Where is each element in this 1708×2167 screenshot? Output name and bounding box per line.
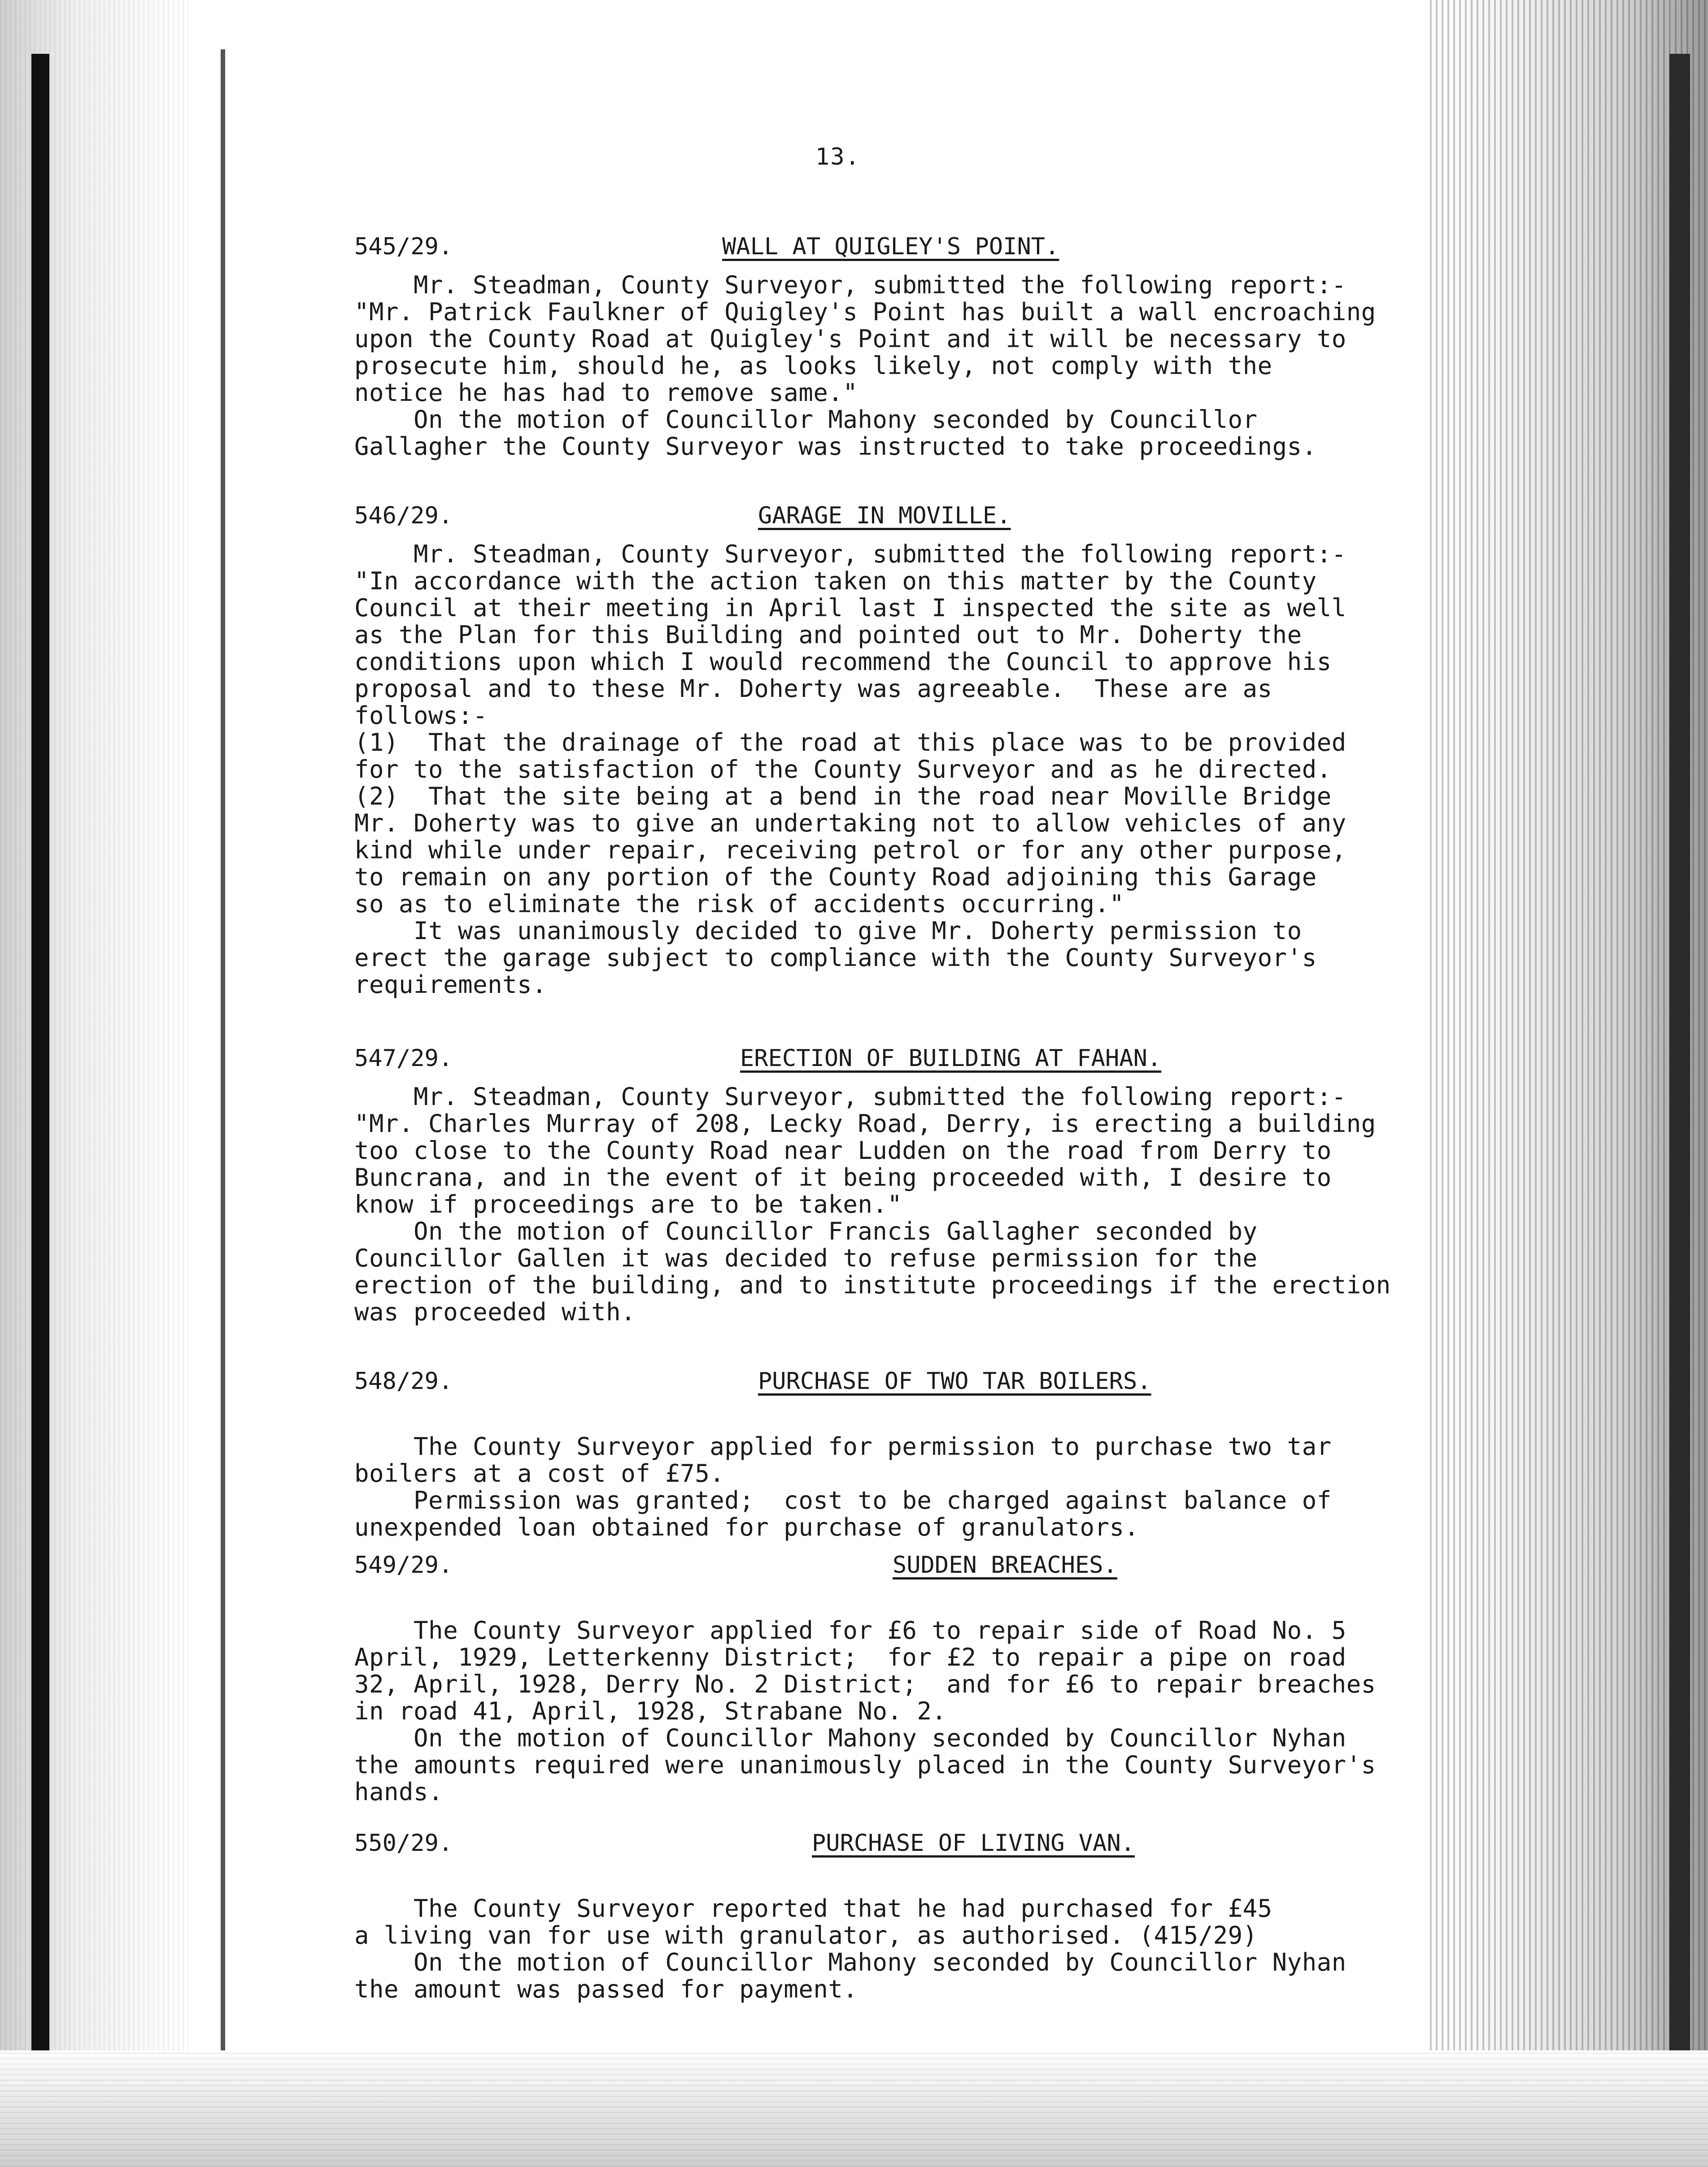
section-body bbox=[354, 1406, 1543, 1541]
section-header bbox=[354, 1368, 1543, 1406]
minute-number: 545/29. bbox=[354, 233, 453, 260]
section-body bbox=[354, 1590, 1543, 1806]
body-line: Mr. Steadman, County Surveyor, submitted the following report:- bbox=[354, 1083, 1346, 1111]
section-header bbox=[354, 1045, 1543, 1084]
page-number: 13. bbox=[815, 144, 860, 170]
body-line: The County Surveyor applied for £6 to repair side of Road No. 5 bbox=[354, 1616, 1346, 1645]
body-line: Buncrana, and in the event of it being proceeded with, I desire to bbox=[354, 1163, 1332, 1192]
body-line: Mr. Steadman, County Surveyor, submitted the following report:- bbox=[354, 271, 1346, 299]
body-line: for to the satisfaction of the County Surveyor and as he directed. bbox=[354, 755, 1332, 783]
section-title: SUDDEN BREACHES. bbox=[893, 1552, 1117, 1579]
page-edge-dark-strip bbox=[1669, 54, 1690, 2099]
section-header bbox=[354, 502, 1543, 541]
body-line: so as to eliminate the risk of accidents occurring." bbox=[354, 890, 1124, 918]
body-line: The County Surveyor applied for permission to purchase two tar bbox=[354, 1432, 1332, 1461]
body-line: requirements. bbox=[354, 970, 547, 999]
body-line: "Mr. Charles Murray of 208, Lecky Road, Derry, is erecting a building bbox=[354, 1110, 1376, 1138]
bottom-scan-shadow bbox=[0, 2050, 1708, 2167]
body-line: "In accordance with the action taken on this matter by the County bbox=[354, 567, 1317, 595]
body-line: to remain on any portion of the County Road adjoining this Garage bbox=[354, 863, 1317, 891]
body-line: On the motion of Councillor Mahony seconded by Councillor Nyhan bbox=[354, 1724, 1346, 1752]
body-line: as the Plan for this Building and pointed out to Mr. Doherty the bbox=[354, 621, 1302, 649]
body-line: On the motion of Councillor Francis Gallagher seconded by bbox=[354, 1217, 1258, 1245]
body-line: (1) That the drainage of the road at this place was to be provided bbox=[354, 728, 1346, 757]
body-line: The County Surveyor reported that he had purchased for £45 bbox=[354, 1894, 1272, 1923]
body-line: "Mr. Patrick Faulkner of Quigley's Point has built a wall encroaching bbox=[354, 298, 1376, 326]
body-line: kind while under repair, receiving petrol or for any other purpose, bbox=[354, 836, 1346, 864]
body-line: upon the County Road at Quigley's Point and it will be necessary to bbox=[354, 325, 1346, 353]
minute-number: 548/29. bbox=[354, 1368, 453, 1395]
body-line: prosecute him, should he, as looks likely, not comply with the bbox=[354, 352, 1272, 380]
minute-number: 546/29. bbox=[354, 502, 453, 529]
section-header bbox=[354, 1552, 1543, 1590]
body-line: Councillor Gallen it was decided to refuse permission for the bbox=[354, 1244, 1258, 1272]
section-title: GARAGE IN MOVILLE. bbox=[758, 502, 1011, 529]
body-line: the amount was passed for payment. bbox=[354, 1975, 858, 2003]
body-line: conditions upon which I would recommend the Council to approve his bbox=[354, 648, 1332, 676]
minute-section-546 bbox=[354, 502, 1543, 998]
section-title: ERECTION OF BUILDING AT FAHAN. bbox=[740, 1045, 1162, 1072]
body-line: a living van for use with granulator, as authorised. (415/29) bbox=[354, 1921, 1258, 1949]
body-line: erection of the building, and to institute proceedings if the erection bbox=[354, 1271, 1391, 1299]
margin-rule bbox=[221, 49, 225, 2121]
body-line: know if proceedings are to be taken." bbox=[354, 1190, 902, 1218]
section-title: PURCHASE OF TWO TAR BOILERS. bbox=[758, 1368, 1151, 1395]
section-body bbox=[354, 272, 1543, 460]
section-header bbox=[354, 233, 1543, 272]
page-binding-shadow bbox=[0, 0, 188, 2167]
body-line: unexpended loan obtained for purchase of granulators. bbox=[354, 1513, 1139, 1541]
body-line: Council at their meeting in April last I inspected the site as well bbox=[354, 594, 1346, 622]
body-line: Permission was granted; cost to be charged against balance of bbox=[354, 1486, 1332, 1514]
body-line: On the motion of Councillor Mahony seconded by Councillor bbox=[354, 405, 1258, 434]
minute-number: 549/29. bbox=[354, 1552, 453, 1579]
minute-number: 550/29. bbox=[354, 1830, 453, 1857]
minute-section-550 bbox=[354, 1830, 1543, 2003]
body-line: Gallagher the County Surveyor was instructed to take proceedings. bbox=[354, 432, 1317, 461]
body-line: April, 1929, Letterkenny District; for £2 to repair a pipe on road bbox=[354, 1643, 1346, 1671]
body-line: It was unanimously decided to give Mr. Doherty permission to bbox=[354, 917, 1302, 945]
body-line: was proceeded with. bbox=[354, 1298, 636, 1326]
body-line: follows:- bbox=[354, 701, 488, 730]
section-header bbox=[354, 1830, 1543, 1868]
body-line: Mr. Doherty was to give an undertaking not to allow vehicles of any bbox=[354, 809, 1346, 837]
binding-dark-strip bbox=[31, 54, 49, 2099]
body-line: proposal and to these Mr. Doherty was agreeable. These are as bbox=[354, 674, 1272, 703]
body-line: boilers at a cost of £75. bbox=[354, 1459, 725, 1488]
section-title: PURCHASE OF LIVING VAN. bbox=[812, 1830, 1135, 1857]
minute-section-549 bbox=[354, 1552, 1543, 1806]
body-line: erect the garage subject to compliance with the County Surveyor's bbox=[354, 944, 1317, 972]
body-line: notice he has had to remove same." bbox=[354, 379, 858, 407]
body-line: On the motion of Councillor Mahony seconded by Councillor Nyhan bbox=[354, 1948, 1346, 1976]
section-title: WALL AT QUIGLEY'S POINT. bbox=[722, 233, 1059, 260]
body-line: hands. bbox=[354, 1778, 444, 1806]
section-body bbox=[354, 541, 1543, 998]
minute-number: 547/29. bbox=[354, 1045, 453, 1072]
body-line: 32, April, 1928, Derry No. 2 District; and for £6 to repair breaches bbox=[354, 1670, 1376, 1698]
section-body bbox=[354, 1084, 1543, 1326]
body-line: in road 41, April, 1928, Strabane No. 2. bbox=[354, 1697, 947, 1725]
minute-section-545 bbox=[354, 233, 1543, 460]
body-line: the amounts required were unanimously placed in the County Surveyor's bbox=[354, 1751, 1376, 1779]
body-line: Mr. Steadman, County Surveyor, submitted the following report:- bbox=[354, 540, 1346, 568]
section-body bbox=[354, 1868, 1543, 2003]
minute-section-547 bbox=[354, 1045, 1543, 1326]
body-line: (2) That the site being at a bend in the road near Moville Bridge bbox=[354, 782, 1332, 810]
minute-section-548 bbox=[354, 1368, 1543, 1541]
body-line: too close to the County Road near Ludden on the road from Derry to bbox=[354, 1136, 1332, 1165]
